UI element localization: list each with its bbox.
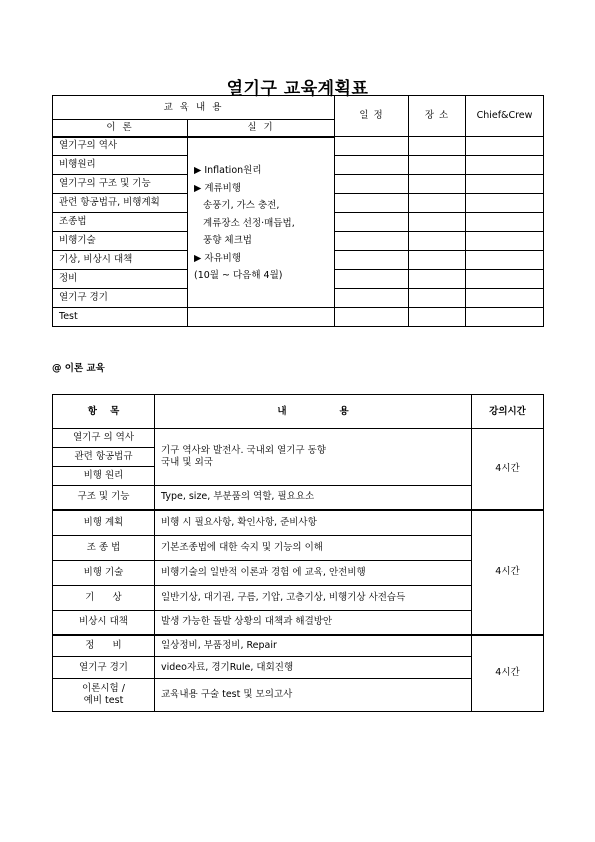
schedule-cell xyxy=(335,232,409,251)
content-cell: video자료, 경기Rule, 대회진행 xyxy=(155,657,472,679)
chief-crew-header: Chief&Crew xyxy=(466,96,544,137)
item-cell: 비행 계획 xyxy=(53,510,155,536)
place-cell xyxy=(409,270,466,289)
schedule-cell xyxy=(335,137,409,156)
item-cell: 열기구 의 역사 xyxy=(53,429,155,448)
content-cell: 교육내용 구술 test 및 모의고사 xyxy=(155,679,472,712)
item-cell: 구조 및 기능 xyxy=(53,486,155,510)
practice-line: 풍향 체크법 xyxy=(194,235,252,246)
crew-cell xyxy=(466,213,544,232)
crew-cell xyxy=(466,289,544,308)
practice-line: 송풍기, 가스 충전, xyxy=(194,200,280,211)
item-cell: 비상시 대책 xyxy=(53,611,155,635)
schedule-cell xyxy=(335,308,409,327)
theory-item: Test xyxy=(53,308,188,327)
theory-item: 열기구의 역사 xyxy=(53,137,188,156)
crew-cell xyxy=(466,308,544,327)
hours-cell: 4시간 xyxy=(472,635,544,712)
theory-item: 조종법 xyxy=(53,213,188,232)
content-cell: 비행 시 필요사항, 확인사항, 준비사항 xyxy=(155,510,472,536)
place-cell xyxy=(409,137,466,156)
education-plan-table xyxy=(52,95,544,327)
practice-header: 실 기 xyxy=(188,120,335,137)
practice-empty-cell xyxy=(188,308,335,327)
crew-cell xyxy=(466,194,544,213)
content-cell: 일반기상, 대기권, 구름, 기압, 고층기상, 비행기상 사전습득 xyxy=(155,586,472,611)
place-cell xyxy=(409,175,466,194)
place-cell xyxy=(409,232,466,251)
practice-line: ▶ Inflation원리 xyxy=(194,165,262,176)
theory-item: 관련 항공법규, 비행계획 xyxy=(53,194,188,213)
schedule-header: 일 정 xyxy=(335,96,409,137)
hours-cell: 4시간 xyxy=(472,429,544,510)
item-cell: 열기구 경기 xyxy=(53,657,155,679)
schedule-cell xyxy=(335,270,409,289)
schedule-cell xyxy=(335,213,409,232)
education-content-header: 교 육 내 용 xyxy=(53,96,335,120)
content-cell: 일상정비, 부품정비, Repair xyxy=(155,635,472,657)
hours-header: 강의시간 xyxy=(472,395,544,429)
theory-education-table xyxy=(52,394,544,712)
place-header: 장 소 xyxy=(409,96,466,137)
practice-line: ▶ 자유비행 xyxy=(194,252,242,264)
item-cell-exam xyxy=(53,679,155,712)
theory-item: 정비 xyxy=(53,270,188,289)
content-cell: Type, size, 부분품의 역할, 필요요소 xyxy=(155,486,472,510)
schedule-cell xyxy=(335,175,409,194)
hours-cell: 4시간 xyxy=(472,510,544,635)
place-cell xyxy=(409,194,466,213)
crew-cell xyxy=(466,232,544,251)
theory-item: 기상, 비상시 대책 xyxy=(53,251,188,270)
theory-item: 열기구 경기 xyxy=(53,289,188,308)
place-cell xyxy=(409,289,466,308)
crew-cell xyxy=(466,251,544,270)
item-cell: 관련 항공법규 xyxy=(53,448,155,467)
crew-cell xyxy=(466,156,544,175)
theory-item: 열기구의 구조 및 기능 xyxy=(53,175,188,194)
place-cell xyxy=(409,308,466,327)
theory-item: 비행원리 xyxy=(53,156,188,175)
content-cell: 기본조종법에 대한 숙지 및 기능의 이해 xyxy=(155,536,472,561)
schedule-cell xyxy=(335,289,409,308)
item-line: 예비 test xyxy=(83,695,124,706)
item-cell: 비행 기술 xyxy=(53,561,155,586)
page-title: 열기구 교육계획표 xyxy=(226,79,369,99)
schedule-cell xyxy=(335,156,409,175)
item-cell: 비행 원리 xyxy=(53,467,155,486)
crew-cell xyxy=(466,137,544,156)
content-cell-history xyxy=(155,429,472,486)
place-cell xyxy=(409,251,466,270)
section-title: @ 이론 교육 xyxy=(52,363,105,374)
crew-cell xyxy=(466,175,544,194)
theory-header: 이 론 xyxy=(53,120,188,137)
crew-cell xyxy=(466,270,544,289)
item-cell: 조 종 법 xyxy=(53,536,155,561)
content-line: 기구 역사와 발전사. 국내외 열기구 동향 xyxy=(161,445,326,456)
schedule-cell xyxy=(335,251,409,270)
item-header: 항 목 xyxy=(53,395,155,429)
content-header: 내 용 xyxy=(155,395,472,429)
content-line: 국내 및 외국 xyxy=(161,457,213,468)
item-line: 이론시험 / xyxy=(82,683,125,694)
practice-line: ▶ 계류비행 xyxy=(194,182,242,194)
item-cell: 기 상 xyxy=(53,586,155,611)
schedule-cell xyxy=(335,194,409,213)
theory-item: 비행기술 xyxy=(53,232,188,251)
place-cell xyxy=(409,213,466,232)
content-cell: 발생 가능한 돌발 상황의 대책과 해결방안 xyxy=(155,611,472,635)
content-cell: 비행기술의 일반적 이론과 경험 에 교육, 안전비행 xyxy=(155,561,472,586)
practice-line: 계류장소 선정·매듭법, xyxy=(194,217,295,229)
item-cell: 정 비 xyxy=(53,635,155,657)
place-cell xyxy=(409,156,466,175)
practice-cell xyxy=(188,137,335,308)
practice-line: (10월 ~ 다음해 4월) xyxy=(194,270,283,281)
